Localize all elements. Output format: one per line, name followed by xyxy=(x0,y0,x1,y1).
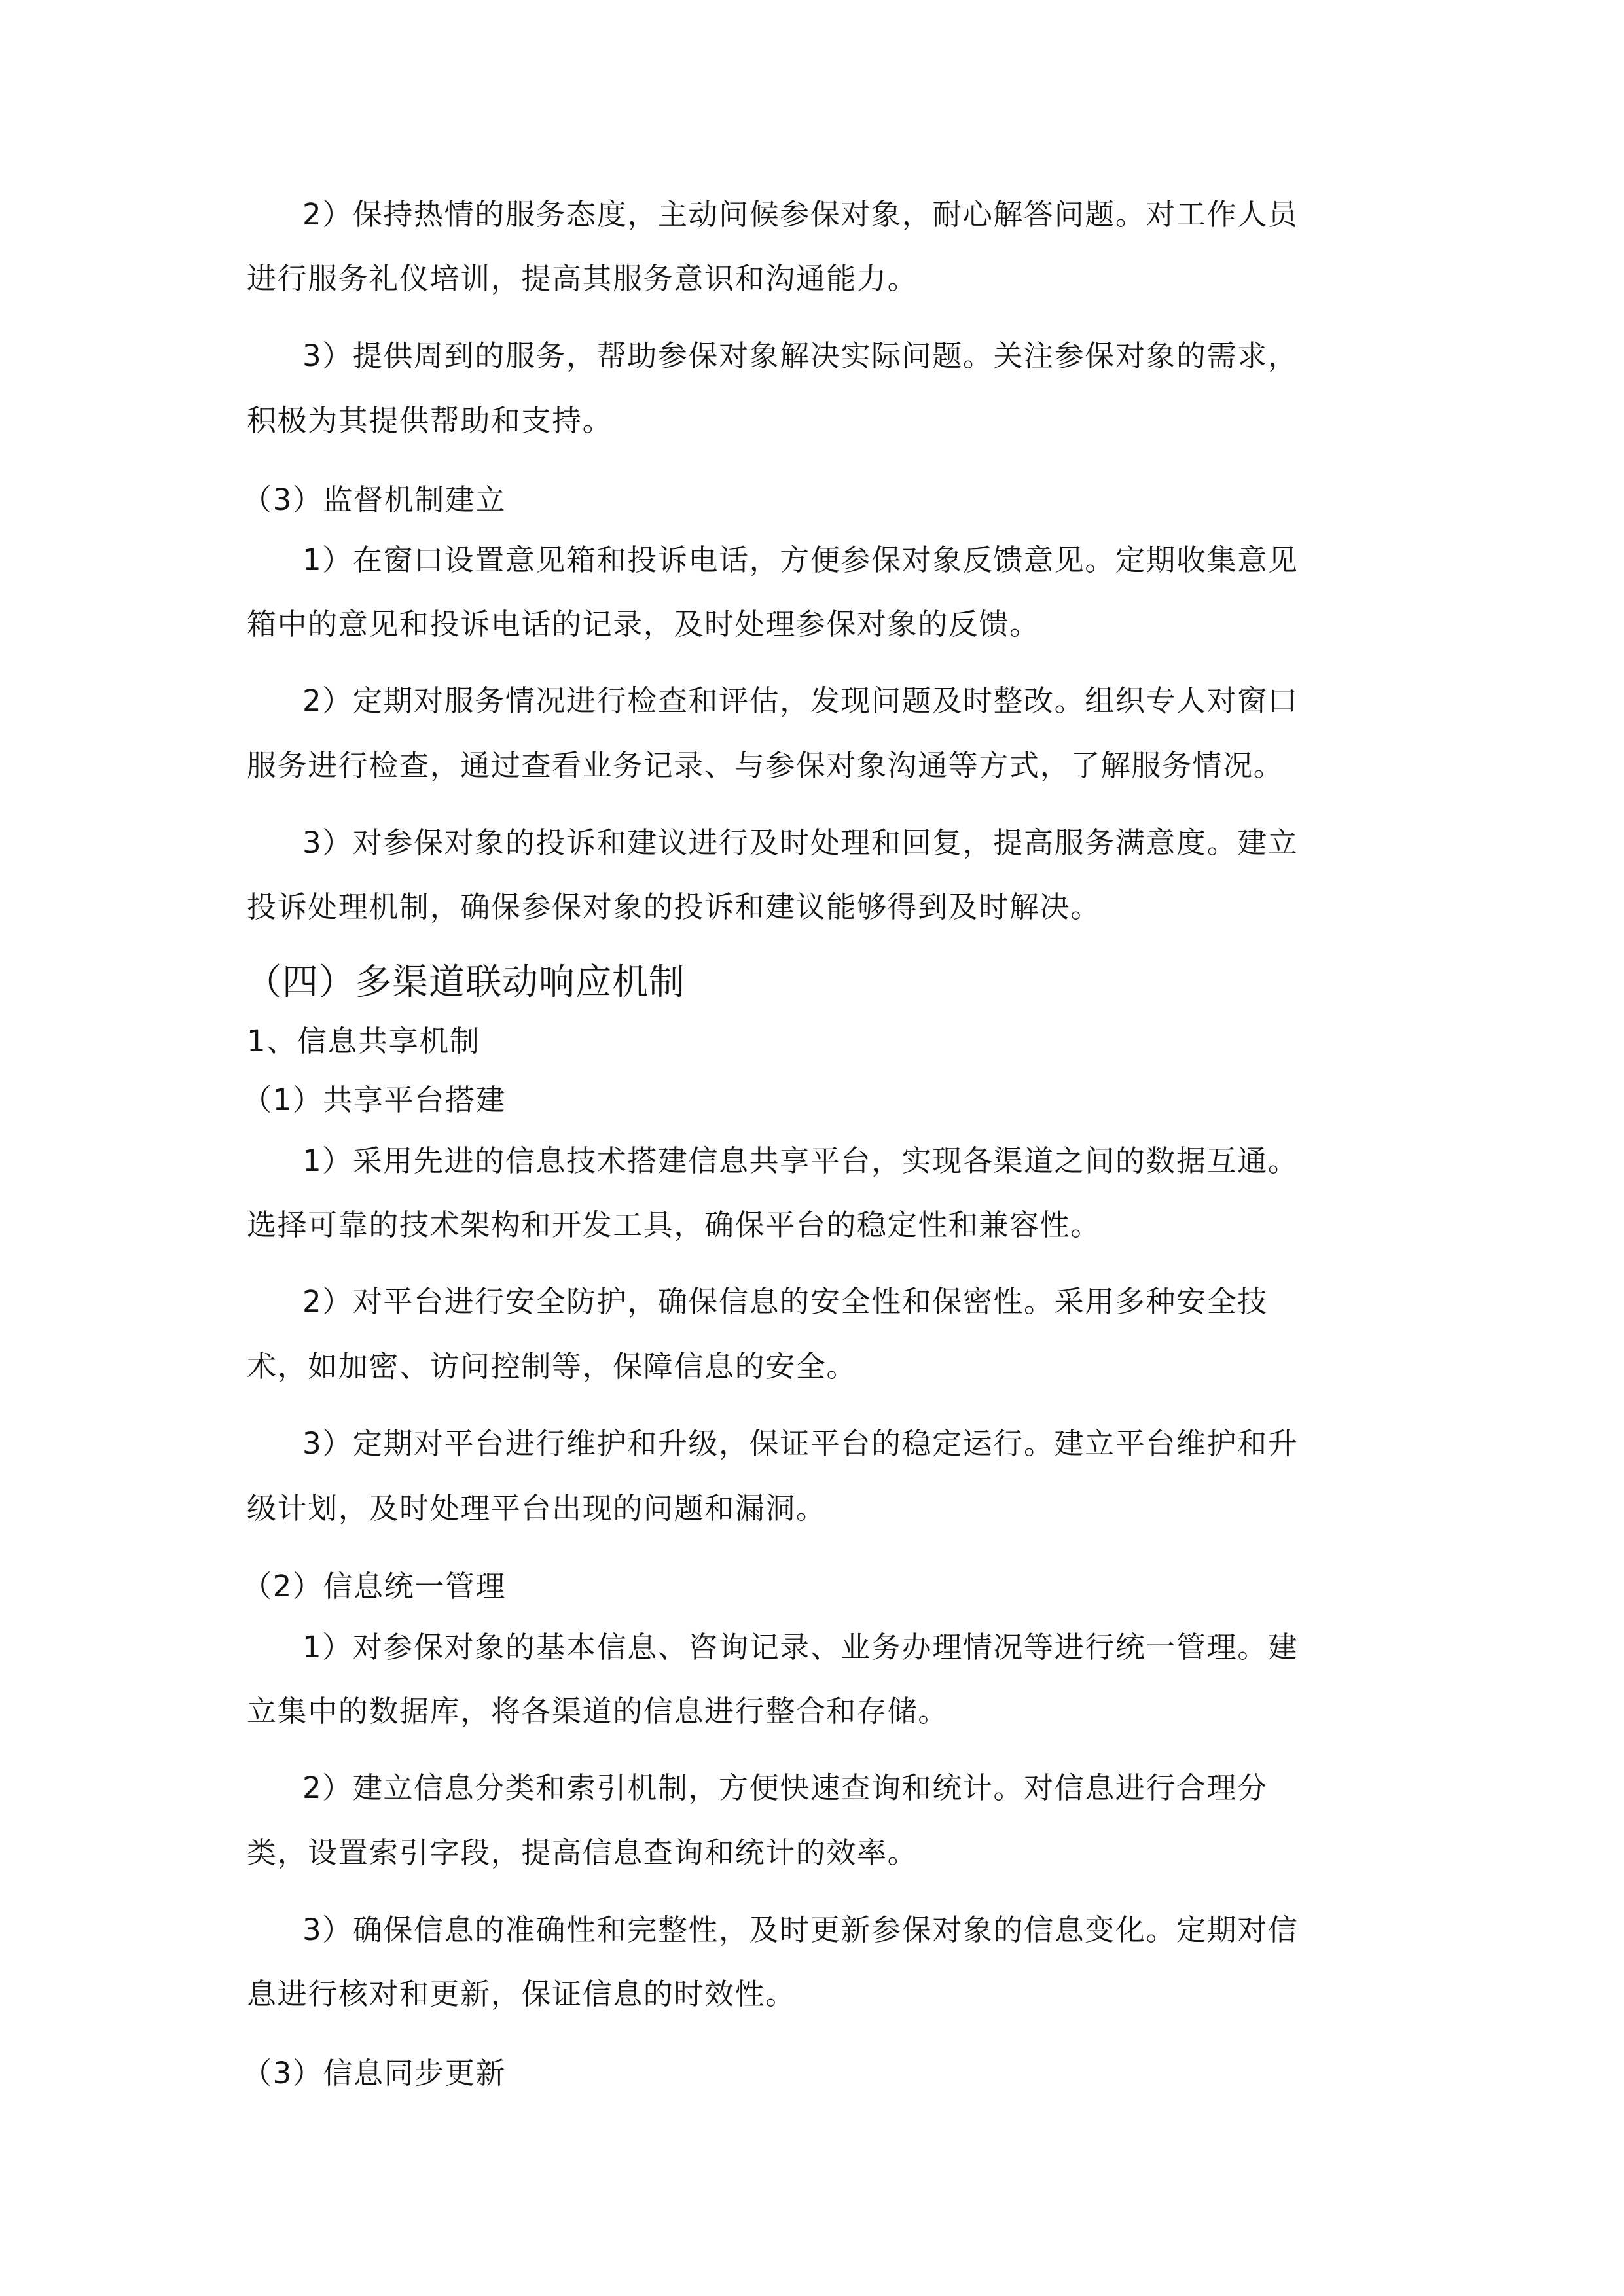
subsection-heading: （2）信息统一管理 xyxy=(242,1569,507,1604)
paragraph-line: 积极为其提供帮助和支持。 xyxy=(247,403,613,438)
paragraph-line: 2）建立信息分类和索引机制，方便快速查询和统计。对信息进行合理分 xyxy=(302,1770,1268,1805)
subsection-heading: （1）共享平台搭建 xyxy=(242,1083,507,1117)
paragraph-line: 息进行核对和更新，保证信息的时效性。 xyxy=(247,1977,796,2011)
paragraph-line: 3）定期对平台进行维护和升级，保证平台的稳定运行。建立平台维护和升 xyxy=(302,1426,1299,1461)
paragraph-line: 3）提供周到的服务，帮助参保对象解决实际问题。关注参保对象的需求， xyxy=(302,338,1299,373)
paragraph-line: 箱中的意见和投诉电话的记录，及时处理参保对象的反馈。 xyxy=(247,607,1040,641)
paragraph-line: 术，如加密、访问控制等，保障信息的安全。 xyxy=(247,1349,857,1384)
subsection-heading: （3）监督机制建立 xyxy=(242,482,507,517)
paragraph-line: 立集中的数据库，将各渠道的信息进行整合和存储。 xyxy=(247,1694,948,1729)
paragraph-line: 1）在窗口设置意见箱和投诉电话，方便参保对象反馈意见。定期收集意见 xyxy=(302,543,1299,577)
section-heading: （四）多渠道联动响应机制 xyxy=(245,961,686,1003)
subsection-heading: （3）信息同步更新 xyxy=(242,2056,507,2090)
paragraph-line: 2）保持热情的服务态度，主动问候参保对象，耐心解答问题。对工作人员 xyxy=(302,197,1299,232)
paragraph-line: 类，设置索引字段，提高信息查询和统计的效率。 xyxy=(247,1835,918,1870)
paragraph-line: 1）采用先进的信息技术搭建信息共享平台，实现各渠道之间的数据互通。 xyxy=(302,1143,1299,1178)
paragraph-line: 1）对参保对象的基本信息、咨询记录、业务办理情况等进行统一管理。建 xyxy=(302,1630,1299,1664)
paragraph-line: 进行服务礼仪培训，提高其服务意识和沟通能力。 xyxy=(247,261,918,296)
paragraph-line: 3）确保信息的准确性和完整性，及时更新参保对象的信息变化。定期对信 xyxy=(302,1912,1299,1947)
paragraph-line: 投诉处理机制，确保参保对象的投诉和建议能够得到及时解决。 xyxy=(247,889,1101,924)
paragraph-line: 选择可靠的技术架构和开发工具，确保平台的稳定性和兼容性。 xyxy=(247,1208,1101,1242)
numbered-heading: 1、信息共享机制 xyxy=(247,1024,480,1058)
paragraph-line: 3）对参保对象的投诉和建议进行及时处理和回复，提高服务满意度。建立 xyxy=(302,825,1299,860)
paragraph-line: 2）定期对服务情况进行检查和评估，发现问题及时整改。组织专人对窗口 xyxy=(302,683,1299,718)
paragraph-line: 2）对平台进行安全防护，确保信息的安全性和保密性。采用多种安全技 xyxy=(302,1284,1268,1319)
paragraph-line: 级计划，及时处理平台出现的问题和漏洞。 xyxy=(247,1491,827,1526)
paragraph-line: 服务进行检查，通过查看业务记录、与参保对象沟通等方式，了解服务情况。 xyxy=(247,748,1284,783)
